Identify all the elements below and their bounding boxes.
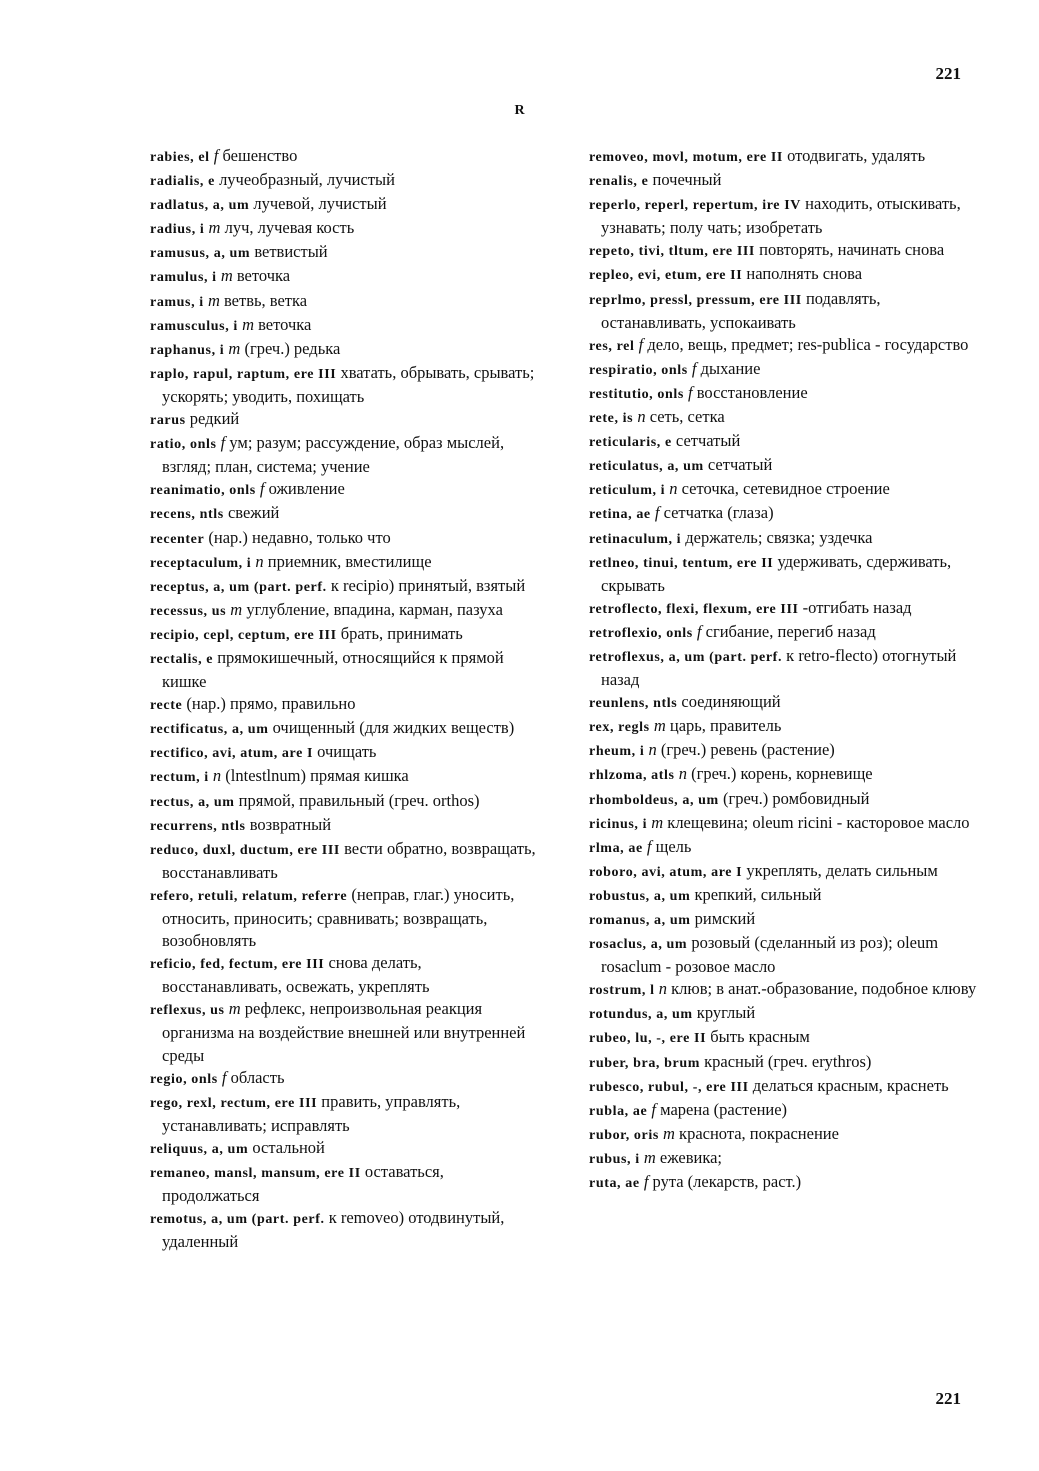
definition: рефлекс, непроизвольная реакция организма на воздействие внешней или внутренней среды [162,999,526,1065]
headword: removeo, movl, motum, ere II [589,150,783,165]
dictionary-entry [589,454,984,478]
dictionary-entry [150,314,540,338]
definition: остальной [252,1137,325,1157]
dictionary-entry [150,193,540,217]
definition: прямокишечный, относящийся к прямой кишке [162,647,504,692]
definition: делаться красным, краснеть [752,1075,949,1095]
definition: оставаться, продолжаться [162,1162,444,1206]
headword: repeto, tivi, tltum, ere III [589,244,755,260]
headword: rostrum, l [589,983,655,999]
definition: царь, правитель [669,716,782,736]
definition: -отгибать назад [802,597,912,617]
definition: править, управлять, устанавливать; исправлять [162,1091,461,1135]
headword: reduco, duxl, ductum, ere III [150,842,340,858]
headword: ricinus, i [589,816,648,832]
definition: сгибание, перегиб назад [705,621,876,641]
headword: raphanus, i [150,342,225,358]
grammar-gender: n [648,740,657,760]
dictionary-entry [150,693,540,717]
headword: recens, ntls [150,507,224,523]
definition: сетчатый [675,431,741,451]
definition: очищенный (для жидких веществ) [272,718,515,738]
headword: rosaclus, a, um [589,937,688,953]
definition: дело, вещь, предмет; res-publica - государство [647,334,969,354]
grammar-gender: n [658,979,667,999]
grammar-gender: f [220,433,226,453]
headword: receptaculum, i [150,555,252,571]
headword: res, rel [589,338,635,354]
dictionary-entry [589,527,984,551]
dictionary-entry [150,1161,540,1207]
grammar-gender: f [643,1172,649,1192]
definition: держатель; связка; уздечка [685,527,873,547]
dictionary-entry [150,952,540,998]
definition: веточка [258,314,312,334]
definition: розовый (сделанный из роз); oleum rosaclum - розовое масло [601,933,939,977]
definition: клещевина; oleum ricini - касторовое масло [667,812,970,832]
dictionary-entry [589,551,984,597]
dictionary-entry [150,623,540,647]
dictionary-entry [150,551,540,575]
dictionary-entry [150,502,540,526]
grammar-gender: f [654,503,660,523]
dictionary-entry [150,290,540,314]
headword: reticularis, e [589,435,672,451]
headword: ruta, ae [589,1176,640,1192]
definition: оживление [268,479,345,499]
headword: rectifico, avi, atum, are I [150,746,314,762]
dictionary-entry [150,814,540,838]
headword: reticulatus, a, um [589,459,704,475]
grammar-gender: m [643,1147,656,1167]
definition: укреплять, делать сильным [746,860,938,880]
headword: retroflexus, a, um (part. perf. [589,649,783,665]
grammar-gender: n [678,764,687,784]
definition: подавлять, останавливать, успокаивать [601,288,881,332]
headword: rectalis, e [150,651,214,667]
dictionary-entry [150,647,540,693]
grammar-gender: n [637,407,646,427]
headword: rlma, ae [589,840,643,856]
definition: соединяющий [681,692,781,712]
headword: radius, i [150,222,205,238]
grammar-gender: m [228,999,241,1019]
definition: редкий [189,409,240,429]
definition: круглый [696,1003,756,1023]
headword: retinaculum, i [589,531,682,547]
dictionary-entry [589,288,984,334]
dictionary-entry [589,715,984,739]
dictionary-entry [589,860,984,884]
definition: находить, отыскивать, узнавать; полу чать; изобретать [601,194,961,238]
definition: к removeo) отодвинутый, удаленный [162,1208,505,1252]
definition: отодвигать, удалять [787,146,926,165]
definition: приемник, вместилище [267,551,432,571]
page-number-bottom: 221 [935,1389,961,1408]
grammar-gender: m [220,266,233,286]
dictionary-entry [589,239,984,263]
definition: (неправ, глаг.) уносить, относить, приносить; сравнивать; возвращать, возобновлять [162,884,515,951]
grammar-gender: m [208,218,221,238]
definition: веточка [236,266,291,286]
section-letter: R [514,103,525,118]
definition: ветвистый [254,242,328,262]
definition: луч, лучевая кость [224,218,355,238]
headword: rubor, oris [589,1127,659,1143]
definition: клюв; в анат.-образование, подобное клюву [671,979,977,999]
headword: rubus, i [589,1151,640,1167]
headword: reprlmo, pressl, pressum, ere III [589,292,802,308]
headword: rhomboldeus, a, um [589,792,719,808]
headword: renalis, e [589,174,649,190]
dictionary-entry [589,788,984,812]
headword: radlatus, a, um [150,198,250,214]
headword: romanus, a, um [589,913,691,928]
headword: rubeo, lu, -, ere II [589,1031,707,1047]
dictionary-entry [589,597,984,621]
headword: recipio, cepl, ceptum, ere III [150,627,337,643]
headword: remaneo, mansl, mansum, ere II [150,1166,361,1182]
dictionary-entry [589,691,984,715]
headword: ramusus, a, um [150,246,251,262]
definition: повторять, начинать снова [759,240,945,260]
grammar-gender: f [221,1067,227,1087]
grammar-gender: f [646,836,652,856]
definition: хватать, обрывать, срывать; ускорять; уводить, похищать [162,362,535,406]
grammar-gender: f [213,146,219,165]
headword: reficio, fed, fectum, ere III [150,957,325,973]
dictionary-entry [589,1123,984,1147]
definition: снова делать, восстанавливать, освежать, укреплять [162,953,430,997]
headword: recte [150,698,183,714]
grammar-gender: f [691,358,697,378]
definition: щель [655,836,692,856]
left-column [150,145,540,1253]
dictionary-entry [589,478,984,502]
definition: марена (растение) [660,1099,788,1119]
headword: repleo, evi, etum, ere II [589,268,743,284]
definition: сеточка, сетевидное строение [681,479,890,499]
headword: rectus, a, um [150,794,235,810]
dictionary-entry [589,908,984,932]
definition: брать, принимать [340,623,463,643]
headword: rhlzoma, atls [589,768,675,784]
definition: (греч.) ревень (растение) [660,740,835,760]
definition: лучевой, лучистый [253,194,387,214]
dictionary-entry [150,790,540,814]
grammar-gender: f [696,621,702,641]
dictionary-entry [589,1171,984,1195]
dictionary-entry [589,358,984,382]
dictionary-entry [589,263,984,287]
definition: (нар.) недавно, только что [208,527,391,547]
dictionary-entry [589,145,984,169]
dictionary-entry [150,1091,540,1137]
definition: к retro-flecto) отогнутый назад [601,645,957,690]
dictionary-entry [150,408,540,432]
dictionary-entry [589,884,984,908]
headword: reunlens, ntls [589,696,678,712]
dictionary-entry [150,265,540,289]
dictionary-entry [589,1099,984,1123]
definition: (lntestlnum) прямая кишка [225,766,409,786]
headword: reticulum, i [589,483,666,499]
headword: ramusculus, i [150,318,238,334]
grammar-gender: n [669,479,678,499]
headword: rarus [150,413,186,429]
dictionary-entry [150,145,540,169]
dictionary-entry [150,527,540,551]
definition: краснота, покраснение [679,1123,839,1143]
headword: rheum, i [589,744,645,760]
headword: regio, onls [150,1071,218,1087]
definition: сетчатка (глаза) [663,503,774,523]
definition: прямой, правильный (греч. orthos) [238,790,480,810]
headword: ruber, bra, brum [589,1055,700,1071]
definition: восстановление [696,382,808,402]
headword: robustus, a, um [589,888,691,904]
dictionary-entry [589,739,984,763]
page-number-top: 221 [935,64,961,83]
definition: рута (лекарств, раст.) [652,1172,802,1192]
headword: reflexus, us [150,1003,225,1019]
right-column [589,145,984,1195]
dictionary-entry [150,1067,540,1091]
definition: наполнять снова [746,264,863,284]
headword: rabies, el [150,150,210,165]
headword: reperlo, reperl, repertum, ire IV [589,198,801,214]
dictionary-entry [150,169,540,193]
dictionary-entry [150,838,540,884]
dictionary-entry [150,765,540,789]
headword: radialis, e [150,174,215,190]
definition: удерживать, сдерживать, скрывать [601,551,952,595]
definition: дыхание [700,358,761,378]
headword: reanimatio, onls [150,483,256,499]
dictionary-entry [150,338,540,362]
headword: rectificatus, a, um [150,722,269,738]
dictionary-entry [589,763,984,787]
headword: restitutio, onls [589,386,684,402]
dictionary-entry [589,193,984,239]
definition: область [230,1067,285,1087]
definition: (греч.) ромбовидный [722,788,870,808]
headword: remotus, a, um (part. perf. [150,1212,325,1228]
headword: refero, retuli, relatum, referre [150,888,348,904]
headword: ramulus, i [150,270,217,286]
dictionary-entry [589,812,984,836]
dictionary-entry [150,575,540,599]
headword: reliquus, a, um [150,1141,249,1157]
headword: ratio, onls [150,437,217,453]
grammar-gender: m [651,812,664,832]
definition: почечный [652,170,722,190]
dictionary-entry [150,217,540,241]
dictionary-entry [589,1147,984,1171]
dictionary-entry [589,836,984,860]
definition: углубление, впадина, карман, пазуха [246,599,503,619]
definition: очищать [317,742,377,762]
dictionary-entry [150,599,540,623]
headword: retroflecto, flexi, flexum, ere III [589,601,799,617]
definition: лучеобразный, лучистый [219,170,395,190]
definition: бешенство [222,146,298,165]
headword: recessus, us [150,603,227,619]
grammar-gender: m [230,599,243,619]
grammar-gender: m [228,338,241,358]
definition: крепкий, сильный [694,884,822,904]
headword: retlneo, tinui, tentum, ere II [589,555,774,571]
dictionary-entry [150,478,540,502]
dictionary-entry [589,382,984,406]
grammar-gender: n [212,766,222,786]
headword: rectum, i [150,770,209,786]
headword: rego, rexl, rectum, ere III [150,1095,318,1111]
headword: receptus, a, um (part. perf. [150,579,327,595]
grammar-gender: f [638,334,644,354]
headword: retina, ae [589,507,651,523]
headword: rubla, ae [589,1103,648,1119]
headword: retroflexio, onls [589,625,693,641]
dictionary-entry [589,621,984,645]
definition: (нар.) прямо, правильно [186,694,356,714]
definition: римский [694,909,756,928]
grammar-gender: m [207,290,220,310]
dictionary-entry [150,717,540,741]
definition: ум; разум; рассуждение, образ мыслей, взгляд; план, система; учение [162,433,505,477]
headword: rubesco, rubul, -, ere III [589,1079,749,1095]
definition: ежевика; [659,1147,723,1167]
dictionary-entry [150,241,540,265]
definition: красный (греч. erythros) [704,1051,872,1071]
headword: rotundus, a, um [589,1007,693,1023]
dictionary-entry [589,502,984,526]
grammar-gender: f [688,382,693,402]
definition: (греч.) корень, корневище [691,764,873,784]
dictionary-entry [150,741,540,765]
dictionary-entry [589,430,984,454]
dictionary-entry [150,884,540,952]
headword: respiratio, onls [589,362,688,378]
dictionary-entry [589,1051,984,1075]
dictionary-entry [589,406,984,430]
grammar-gender: n [255,551,264,571]
headword: recurrens, ntls [150,818,246,834]
definition: к recipio) принятый, взятый [330,575,526,595]
dictionary-entry [589,978,984,1002]
dictionary-entry [150,998,540,1066]
grammar-gender: f [259,479,265,499]
dictionary-entry [589,1002,984,1026]
dictionary-entry [150,1137,540,1161]
grammar-gender: f [651,1099,657,1119]
headword: rex, regls [589,720,650,736]
dictionary-entry [150,1207,540,1253]
headword: recenter [150,531,205,547]
definition: ветвь, ветка [223,290,308,310]
definition: сетчатый [707,455,773,475]
grammar-gender: m [663,1123,675,1143]
dictionary-entry [150,362,540,408]
dictionary-entry [589,1026,984,1050]
headword: rete, is [589,411,634,427]
dictionary-entry [150,432,540,478]
definition: возвратный [249,814,332,834]
dictionary-entry [589,645,984,691]
dictionary-entry [589,1075,984,1099]
definition: вести обратно, возвращать, восстанавливать [162,838,536,882]
dictionary-entry [589,932,984,978]
definition: (греч.) редька [244,338,341,358]
dictionary-entry [589,169,984,193]
dictionary-entry [589,334,984,358]
grammar-gender: m [242,314,254,334]
definition: свежий [227,503,280,523]
definition: сеть, сетка [649,407,725,427]
headword: raplo, rapul, raptum, ere III [150,366,337,382]
headword: roboro, avi, atum, are I [589,864,743,880]
definition: быть красным [710,1027,810,1047]
headword: ramus, i [150,294,204,310]
grammar-gender: m [653,716,666,736]
